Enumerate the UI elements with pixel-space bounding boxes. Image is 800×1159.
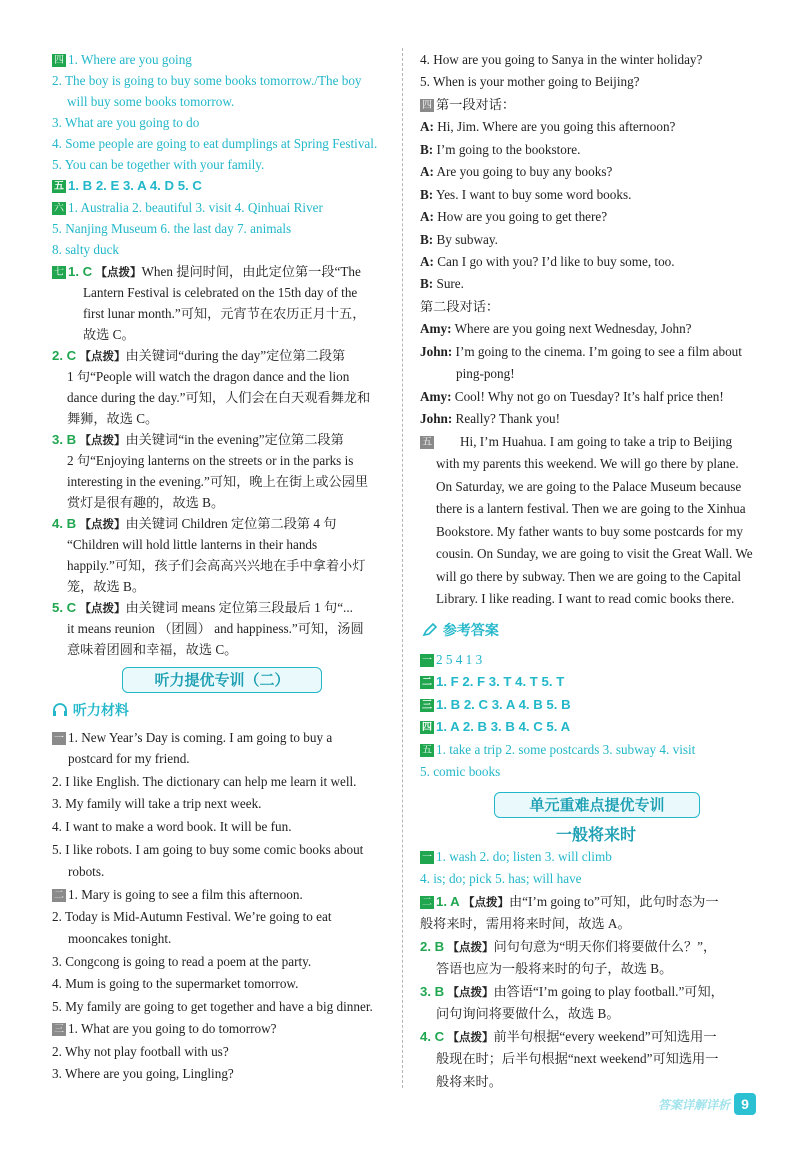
unit-answer-2-2: 2. B 【点拨】问句句意为“明天你们将要做什么？”， xyxy=(420,939,717,954)
dialog2-line: John: I’m going to the cinema. I’m going to see a film about xyxy=(420,344,742,359)
passage-line: Bookstore. My father wants to buy some postcards for my xyxy=(436,524,743,539)
material-3-1: 三 1. What are you going to do tomorrow? xyxy=(54,1021,277,1036)
dialog2-line: Amy: Cool! Why not go on Tuesday? It’s half price then! xyxy=(420,389,724,404)
unit-answer-2-2b: 答语也应为一般将来时的句子，故选 B。 xyxy=(436,961,673,976)
page-number: 9 xyxy=(734,1093,756,1115)
unit-answer-2-1b: 般将来时，需用将来时间，故选 A。 xyxy=(420,916,631,931)
answer-4-1: 四 1. Where are you going xyxy=(54,52,192,67)
passage-line: cousin. On Sunday, we are going to visit the Great Wall. We xyxy=(436,546,753,561)
material-3-4: 4. How are you going to Sanya in the winter holiday? xyxy=(420,52,703,67)
material-1-1b: postcard for my friend. xyxy=(68,751,190,766)
answer-4-2-cont: will buy some books tomorrow. xyxy=(67,94,235,109)
listening-banner: 听力提优专训（二） xyxy=(122,667,322,693)
material-3-3: 3. Where are you going, Lingling? xyxy=(52,1066,234,1081)
answer-7-4-l3: happily.”可知，孩子们会高高兴兴地在手中拿着小灯 xyxy=(67,558,366,573)
dialog1-line: A: Are you going to buy any books? xyxy=(420,164,613,179)
passage-line: Library. I like reading. I want to read comic books there. xyxy=(436,591,735,606)
unit-subtitle: 一般将来时 xyxy=(555,825,636,844)
material-1-2: 2. I like English. The dictionary can help me learn it well. xyxy=(52,774,357,789)
answer-5: 五 1. B 2. E 3. A 4. D 5. C xyxy=(54,178,202,193)
answer-4-5: 5. You can be together with your family. xyxy=(52,157,265,172)
material-1-5b: robots. xyxy=(68,864,105,879)
answer-7-2-l3: dance during the day.”可知，人们会在白天观看舞龙和 xyxy=(67,390,371,405)
dialog1-title: 四 第一段对话： xyxy=(422,97,516,112)
dialog2-line: Amy: Where are you going next Wednesday, John? xyxy=(420,321,692,336)
dialog2-title: 第二段对话： xyxy=(420,299,500,314)
column-divider xyxy=(402,48,403,1088)
dialog1-line: B: By subway. xyxy=(420,232,498,247)
material-2-4: 4. Mum is going to the supermarket tomorrow. xyxy=(52,976,299,991)
pencil-icon xyxy=(422,623,438,637)
reference-answer-heading: 参考答案 xyxy=(422,620,499,640)
ref-answer-5: 五 1. take a trip 2. some postcards 3. subway 4. visit xyxy=(422,742,696,757)
unit-answer-1: 一 1. wash 2. do; listen 3. will climb xyxy=(422,849,612,864)
material-3-2: 2. Why not play football with us? xyxy=(52,1044,229,1059)
unit-answer-2-3b: 问句询问将要做什么，故选 B。 xyxy=(436,1006,620,1021)
answer-4-4: 4. Some people are going to eat dumplings at Spring Festival. xyxy=(52,136,378,151)
answer-7-3: 3. B 【点拨】由关键词“in the evening”定位第二段第 xyxy=(52,432,344,447)
dialog1-line: B: Sure. xyxy=(420,276,464,291)
passage-line: On Saturday, we are going to the Palace Museum because xyxy=(436,479,742,494)
answer-7-1-l2: Lantern Festival is celebrated on the 15th day of the xyxy=(83,285,358,300)
answer-7-4-l2: “Children will hold little lanterns in their hands xyxy=(67,537,318,552)
answer-7-1-l4: 故选 C。 xyxy=(83,327,135,342)
answer-7-5: 5. C 【点拨】由关键词 means 定位第三段最后 1 句“... xyxy=(52,600,353,615)
unit-answer-2-4b: 般现在时；后半句根据“next weekend”可知选用一 xyxy=(436,1051,719,1066)
material-1-3: 3. My family will take a trip next week. xyxy=(52,796,262,811)
material-2-2b: mooncakes tonight. xyxy=(68,931,172,946)
answer-7-1-l3: first lunar month.”可知，元宵节在农历正月十五， xyxy=(83,306,366,321)
answer-7-5-l2: it means reunion （团圆） and happiness.”可知，汤圆 xyxy=(67,621,364,636)
material-1-5: 5. I like robots. I am going to buy some comic books about xyxy=(52,842,364,857)
answer-7-4: 4. B 【点拨】由关键词 Children 定位第二段第 4 句 xyxy=(52,516,337,531)
answer-6-line3: 8. salty duck xyxy=(52,242,120,257)
answer-7-3-l3: interesting in the evening.”可知，晚上在街上或公园里 xyxy=(67,474,369,489)
answer-7-2-l4: 舞狮，故选 C。 xyxy=(67,411,159,426)
material-3-5: 5. When is your mother going to Beijing? xyxy=(420,74,640,89)
ref-answer-2: 二 1. F 2. F 3. T 4. T 5. T xyxy=(422,674,565,689)
answer-7-2-l2: 1 句“People will watch the dragon dance and the lion xyxy=(67,369,350,384)
ref-answer-3: 三 1. B 2. C 3. A 4. B 5. B xyxy=(422,697,571,712)
answer-7-5-l3: 意味着团圆和幸福，故选 C。 xyxy=(67,642,238,657)
ref-answer-4: 四 1. A 2. B 3. B 4. C 5. A xyxy=(422,719,571,734)
material-2-5: 5. My family are going to get together and have a big dinner. xyxy=(52,999,373,1014)
material-1-4: 4. I want to make a word book. It will be fun. xyxy=(52,819,292,834)
passage-line: 五 Hi, I’m Huahua. I am going to take a trip to Beijing xyxy=(422,434,733,449)
dialog2-line: John: Really? Thank you! xyxy=(420,411,561,426)
unit-banner: 单元重难点提优专训 xyxy=(494,792,700,818)
unit-answer-2-4: 4. C 【点拨】前半句根据“every weekend”可知选用一 xyxy=(420,1029,717,1044)
dialog1-line: B: I’m going to the bookstore. xyxy=(420,142,581,157)
dialog1-line: A: Can I go with you? I’d like to buy some, too. xyxy=(420,254,675,269)
dialog1-line: A: Hi, Jim. Where are you going this afternoon? xyxy=(420,119,676,134)
answer-7-4-l4: 笼，故选 B。 xyxy=(67,579,146,594)
unit-answer-2-1: 二 1. A 【点拨】由“I’m going to”可知，此句时态为一 xyxy=(422,894,719,909)
dialog2-line: ping-pong! xyxy=(456,366,515,381)
material-2-1: 二 1. Mary is going to see a film this afternoon. xyxy=(54,887,303,902)
dialog1-line: A: How are you going to get there? xyxy=(420,209,608,224)
listening-material-heading: 听力材料 xyxy=(52,700,129,720)
material-1-1: 一 1. New Year’s Day is coming. I am going to buy a xyxy=(54,730,333,745)
answer-6-line2: 5. Nanjing Museum 6. the last day 7. animals xyxy=(52,221,292,236)
unit-answer-2-4c: 般将来时。 xyxy=(436,1074,502,1089)
passage-line: will go there by subway. Then we are going to the Capital xyxy=(436,569,742,584)
passage-line: with my parents this weekend. We will go there by plane. xyxy=(436,456,739,471)
answer-7-2: 2. C 【点拨】由关键词“during the day”定位第二段第 xyxy=(52,348,346,363)
unit-answer-2-3: 3. B 【点拨】由答语“I’m going to play football.”可知， xyxy=(420,984,724,999)
answer-7-1: 七 1. C 【点拨】When 提问时间，由此定位第一段“The xyxy=(54,264,361,279)
ref-answer-1: 一 2 5 4 1 3 xyxy=(422,652,483,667)
material-2-2: 2. Today is Mid-Autumn Festival. We’re going to eat xyxy=(52,909,332,924)
answer-7-3-l4: 赏灯是很有趣的，故选 B。 xyxy=(67,495,225,510)
answer-4-3: 3. What are you going to do xyxy=(52,115,200,130)
unit-answer-1b: 4. is; do; pick 5. has; will have xyxy=(420,871,582,886)
dialog1-line: B: Yes. I want to buy some word books. xyxy=(420,187,632,202)
ref-answer-5b: 5. comic books xyxy=(420,764,501,779)
answer-6-line1: 六 1. Australia 2. beautiful 3. visit 4. Qinhuai River xyxy=(54,200,323,215)
material-2-3: 3. Congcong is going to read a poem at the party. xyxy=(52,954,312,969)
footer-label: 答案详解详析 xyxy=(657,1097,730,1112)
page-footer xyxy=(658,1093,756,1115)
answer-4-2: 2. The boy is going to buy some books tomorrow./The boy xyxy=(52,73,362,88)
passage-line: there is a lantern festival. Then we are going to the Xinhua xyxy=(436,501,746,516)
answer-7-3-l2: 2 句“Enjoying lanterns on the streets or in the parks is xyxy=(67,453,354,468)
headphones-icon xyxy=(52,703,68,717)
